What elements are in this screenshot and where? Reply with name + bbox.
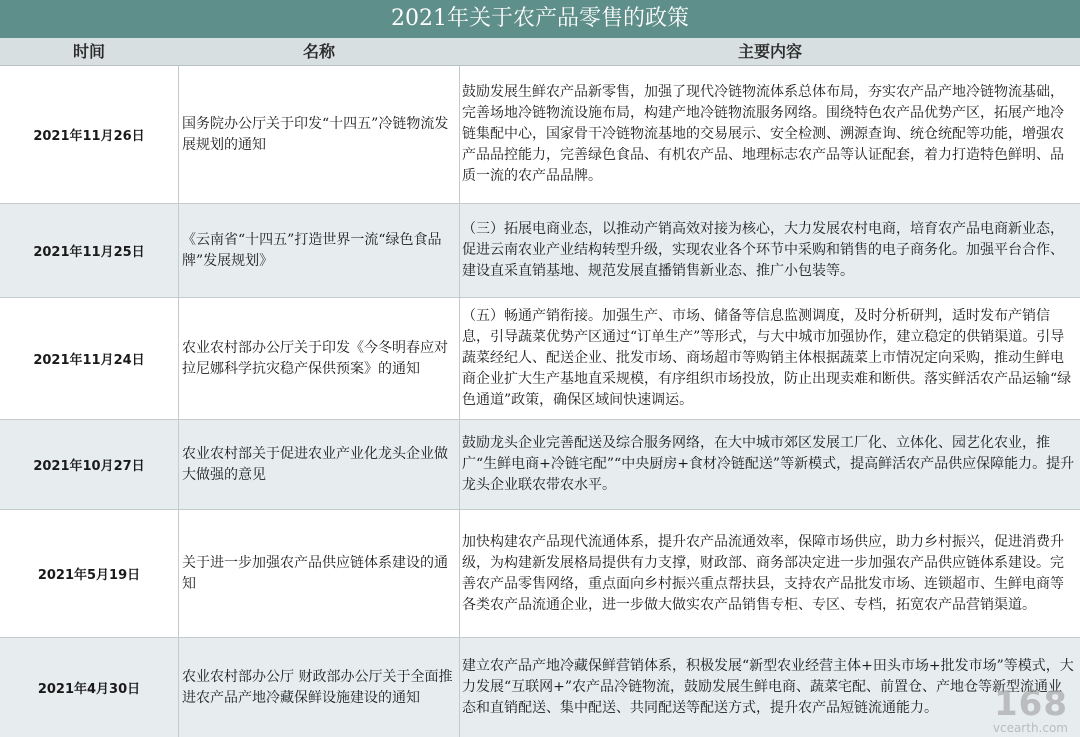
row-content: 鼓励龙头企业完善配送及综合服务网络，在大中城市郊区发展工厂化、立体化、园艺化农业，推广“生鲜电商+冷链宅配”“中央厨房+食材冷链配送”等新模式，提高鲜活农产品供应保障能力。提升龙头企业联农带农水平。 xyxy=(462,435,1075,493)
watermark-logo: 168 xyxy=(994,684,1068,724)
row-date: 2021年5月19日 xyxy=(37,568,141,583)
table-header xyxy=(0,38,1080,66)
row-date: 2021年4月30日 xyxy=(37,682,141,697)
row-name: 农业农村部关于促进农业产业化龙头企业做大做强的意见 xyxy=(182,445,448,483)
table-row xyxy=(0,204,1080,298)
table-title: 2021年关于农产品零售的政策 xyxy=(0,0,1080,38)
row-name: 国务院办公厅关于印发“十四五”冷链物流发展规划的通知 xyxy=(182,115,449,153)
row-date: 2021年11月25日 xyxy=(33,245,145,260)
table-row xyxy=(0,638,1080,737)
table-row xyxy=(0,510,1080,638)
watermark-site: vcearth.com xyxy=(992,721,1068,735)
table-row xyxy=(0,66,1080,204)
row-content: （五）畅通产销衔接。加强生产、市场、储备等信息监测调度，及时分析研判，适时发布产销信息，引导蔬菜优势产区通过“订单生产”等形式，与大中城市加强协作，建立稳定的供销渠道。引导蔬菜经纪人、配送企业、批发市场、商场超市等购销主体根据蔬菜上市情况定向采购，推动生鲜电商企业扩大生产基地直采规模，有序组织市场投放，防止出现卖难和断供。落实鲜活农产品运输“绿色通道”政策，确保区域间快速调运。 xyxy=(462,308,1072,408)
row-content: 加快构建农产品现代流通体系，提升农产品流通效率，保障市场供应，助力乡村振兴，促进消费升级，为构建新发展格局提供有力支撑，财政部、商务部决定进一步加强农产品供应链体系建设。完善农产品零售网络，重点面向乡村振兴重点帮扶县，支持农产品批发市场、连锁超市、生鲜电商等各类农产品流通企业，进一步做大做实农产品销售专柜、专区、专档，拓宽农产品营销渠道。 xyxy=(462,533,1064,613)
row-name: 《云南省“十四五”打造世界一流“绿色食品牌”发展规划》 xyxy=(182,231,442,269)
watermark xyxy=(992,684,1068,735)
row-content: 建立农产品产地冷藏保鲜营销体系，积极发展“新型农业经营主体+田头市场+批发市场”等模式，大力发展“互联网+”农产品冷链物流，鼓励发展生鲜电商、蔬菜宅配、前置仓、产地仓等新型流通业态和直销配送、集中配送、共同配送等配送方式，提升农产品短链流通能力。 xyxy=(462,658,1074,716)
row-date: 2021年10月27日 xyxy=(33,459,145,474)
header-name: 名称 xyxy=(302,42,335,61)
row-content: 鼓励发展生鲜农产品新零售，加强了现代冷链物流体系总体布局，夯实农产品产地冷链物流基础，完善场地冷链物流设施布局，构建产地冷链物流服务网络。围绕特色农产品优势产区，拓展产地冷链集配中心，国家骨干冷链物流基地的交易展示、安全检测、溯源查询、统仓统配等功能，增强农产品品控能力，完善绿色食品、有机农产品、地理标志农产品等认证配套，着力打造特色鲜明、品质一流的农产品品牌。 xyxy=(462,84,1064,184)
row-date: 2021年11月24日 xyxy=(33,353,145,368)
row-name: 农业农村部办公厅关于印发《今冬明春应对拉尼娜科学抗灾稳产保供预案》的通知 xyxy=(182,339,448,377)
header-content: 主要内容 xyxy=(737,42,802,61)
header-date: 时间 xyxy=(72,42,105,61)
row-content: （三）拓展电商业态，以推动产销高效对接为核心，大力发展农村电商，培育农产品电商新业态，促进云南农业产业结构转型升级，实现农业各个环节中采购和销售的电子商务化。加强平台合作、建设直采直销基地、规范发展直播销售新业态、推广小包装等。 xyxy=(462,221,1064,279)
row-name: 农业农村部办公厅 财政部办公厅关于全面推进农产品产地冷藏保鲜设施建设的通知 xyxy=(182,668,453,706)
row-date: 2021年11月26日 xyxy=(33,129,145,144)
table-row xyxy=(0,420,1080,510)
row-name: 关于进一步加强农产品供应链体系建设的通知 xyxy=(182,554,448,592)
table-row xyxy=(0,298,1080,420)
